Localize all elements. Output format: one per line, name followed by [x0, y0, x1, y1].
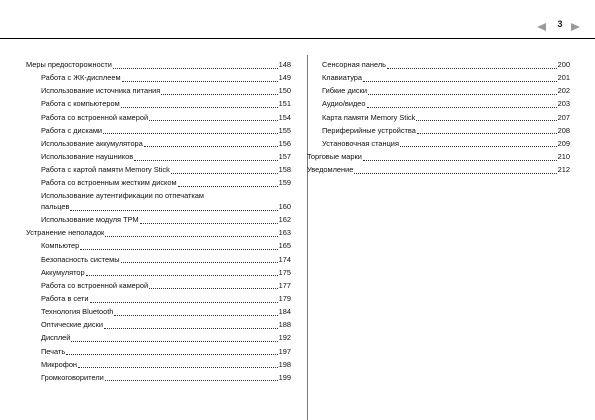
dot-leader — [354, 173, 556, 174]
dot-leader — [80, 249, 277, 250]
toc-entry[interactable] — [26, 241, 291, 252]
toc-entry-title: Работа с дисками — [41, 125, 103, 135]
toc-entry-title: Использование источника питания — [41, 86, 161, 96]
toc-entry-page: 156 — [278, 138, 291, 148]
toc-entry-title: Работа с компьютером — [41, 99, 120, 109]
toc-entry-title: Микрофон — [41, 359, 78, 369]
toc-entry[interactable] — [308, 60, 570, 71]
toc-entry[interactable] — [308, 86, 570, 97]
toc-entry[interactable] — [307, 165, 570, 176]
toc-entry-page: 150 — [278, 86, 291, 96]
toc-entry[interactable] — [26, 268, 291, 279]
dot-leader — [367, 107, 557, 108]
toc-entry-page: 149 — [278, 73, 291, 83]
toc-entry-page: 154 — [278, 112, 291, 122]
toc-entry-page: 151 — [278, 99, 291, 109]
toc-entry-title: Работа с картой памяти Memory Stick — [41, 165, 170, 175]
toc-entry-title: Технология Bluetooth — [41, 307, 114, 317]
toc-entry[interactable] — [26, 294, 291, 305]
toc-entry[interactable] — [26, 178, 291, 189]
toc-entry[interactable] — [26, 191, 291, 212]
toc-entry[interactable] — [26, 139, 291, 150]
dot-leader — [121, 262, 278, 263]
dot-leader — [70, 210, 277, 211]
dot-leader — [368, 94, 557, 95]
dot-leader — [363, 81, 557, 82]
toc-right-column — [307, 55, 570, 420]
toc-entry-page: 163 — [278, 228, 291, 238]
dot-leader — [105, 380, 278, 381]
dot-leader — [78, 367, 278, 368]
toc-entry-title: Использование аутентификации по отпечаткам — [41, 191, 204, 201]
dot-leader — [363, 160, 557, 161]
dot-leader — [417, 133, 557, 134]
page-header — [0, 0, 595, 40]
toc-entry[interactable] — [26, 255, 291, 266]
toc-entry[interactable] — [307, 152, 570, 163]
toc-entry-page: 162 — [278, 215, 291, 225]
toc-entry[interactable] — [26, 152, 291, 163]
toc-entry[interactable] — [26, 320, 291, 331]
toc-entry-title: Безопасность системы — [41, 254, 120, 264]
dot-leader — [114, 315, 277, 316]
toc-entry-page: 179 — [278, 293, 291, 303]
toc-entry-page: 200 — [557, 60, 570, 69]
toc-entry[interactable] — [308, 139, 570, 150]
toc-entry-page: 174 — [278, 254, 291, 264]
toc-entry[interactable] — [26, 126, 291, 137]
toc-entry-title: Карта памяти Memory Stick — [322, 112, 416, 122]
page-number: 3 — [557, 19, 563, 29]
toc-entry[interactable] — [26, 307, 291, 318]
toc-entry-title: Использование модуля TPM — [41, 215, 139, 225]
toc-entry-title: Работа со встроенным жестким диском — [41, 178, 177, 188]
toc-entry-page: 188 — [278, 320, 291, 330]
toc-entry-page: 160 — [278, 202, 291, 211]
toc-entry[interactable] — [26, 73, 291, 84]
dot-leader — [90, 302, 278, 303]
dot-leader — [161, 94, 277, 95]
dot-leader — [171, 173, 278, 174]
toc-entry-page: 198 — [278, 359, 291, 369]
toc-entry-page: 201 — [557, 73, 570, 83]
toc-entry-page: 175 — [278, 267, 291, 277]
next-page-arrow-icon[interactable] — [571, 23, 580, 31]
toc-entry[interactable] — [26, 333, 291, 344]
toc-entry-title: Использование наушников — [41, 151, 134, 161]
toc-entry-title: Дисплей — [41, 333, 71, 343]
toc-entry[interactable] — [26, 99, 291, 110]
toc-entry-title: Работа со встроенной камерой — [41, 112, 149, 122]
toc-entry-title: Работа в сети — [41, 293, 89, 303]
toc-entry[interactable] — [308, 113, 570, 124]
previous-page-arrow-icon[interactable] — [537, 23, 546, 31]
toc-entry-page: 210 — [557, 151, 570, 161]
dot-leader — [178, 186, 278, 187]
toc-entry-title: Периферийные устройства — [322, 125, 416, 135]
toc-entry-page: 177 — [278, 280, 291, 290]
toc-entry[interactable] — [26, 360, 291, 371]
dot-leader — [387, 68, 557, 69]
toc-entry-continuation — [41, 202, 291, 213]
toc-entry[interactable] — [26, 165, 291, 176]
toc-entry[interactable] — [26, 228, 291, 239]
toc-entry-title-cont: пальцев — [41, 202, 70, 211]
toc-entry-page: 202 — [557, 86, 570, 96]
toc-entry-page: 157 — [278, 151, 291, 161]
toc-entry[interactable] — [26, 215, 291, 226]
toc-entry-title: Оптические диски — [41, 320, 103, 330]
toc-entry-page: 199 — [278, 372, 291, 382]
toc-entry[interactable] — [26, 281, 291, 292]
toc-entry-title: Компьютер — [41, 241, 80, 251]
dot-leader — [140, 223, 278, 224]
toc-entry-title: Уведомление — [307, 165, 354, 175]
toc-entry-title: Печать — [41, 346, 66, 356]
toc-left-column — [26, 60, 291, 386]
toc-entry-page: 212 — [557, 165, 570, 175]
toc-entry-title: Громкоговорители — [41, 372, 104, 382]
toc-entry-page: 208 — [557, 125, 570, 135]
dot-leader — [400, 146, 557, 147]
dot-leader — [134, 160, 277, 161]
toc-entry-title: Торговые марки — [307, 151, 362, 161]
toc-entry-title: Меры предосторожности — [26, 60, 112, 69]
toc-entry-title: Аккумулятор — [41, 267, 85, 277]
dot-leader — [144, 146, 278, 147]
header-divider — [0, 38, 595, 39]
toc-entry[interactable] — [26, 373, 291, 384]
toc-entry-page: 159 — [278, 178, 291, 188]
dot-leader — [66, 354, 277, 355]
dot-leader — [121, 107, 278, 108]
toc-entry-page: 148 — [278, 60, 291, 69]
toc-entry-title: Гибкие диски — [322, 86, 367, 96]
toc-entry-page: 158 — [278, 165, 291, 175]
toc-entry-title: Работа со встроенной камерой — [41, 280, 149, 290]
dot-leader — [103, 133, 278, 134]
toc-entry-page: 184 — [278, 307, 291, 317]
dot-leader — [86, 275, 278, 276]
toc-entry-title: Установочная станция — [322, 138, 399, 148]
toc-entry[interactable] — [26, 347, 291, 358]
toc-entry-page: 207 — [557, 112, 570, 122]
dot-leader — [71, 341, 277, 342]
dot-leader — [149, 288, 278, 289]
toc-entry-page: 192 — [278, 333, 291, 343]
toc-entry-title: Устранение неполадок — [26, 228, 105, 238]
dot-leader — [104, 328, 278, 329]
dot-leader — [149, 120, 278, 121]
dot-leader — [113, 68, 278, 69]
toc-entry[interactable] — [26, 86, 291, 97]
dot-leader — [105, 236, 277, 237]
toc-entry[interactable] — [308, 126, 570, 137]
toc-entry[interactable] — [308, 73, 570, 84]
dot-leader — [122, 81, 278, 82]
toc-entry-title: Клавиатура — [322, 73, 363, 83]
toc-entry[interactable] — [308, 99, 570, 110]
dot-leader — [416, 120, 556, 121]
toc-entry-page: 155 — [278, 125, 291, 135]
toc-entry[interactable] — [26, 60, 291, 71]
toc-entry[interactable] — [26, 113, 291, 124]
toc-entry-page: 197 — [278, 346, 291, 356]
toc-entry-title: Использование аккумулятора — [41, 138, 143, 148]
toc-entry-title: Аудио/видео — [322, 99, 366, 109]
toc-entry-title: Работа с ЖК-дисплеем — [41, 73, 121, 83]
toc-entry-page: 203 — [557, 99, 570, 109]
toc-entry-page: 165 — [278, 241, 291, 251]
toc-entry-page: 209 — [557, 138, 570, 148]
toc-entry-title: Сенсорная панель — [322, 60, 386, 69]
